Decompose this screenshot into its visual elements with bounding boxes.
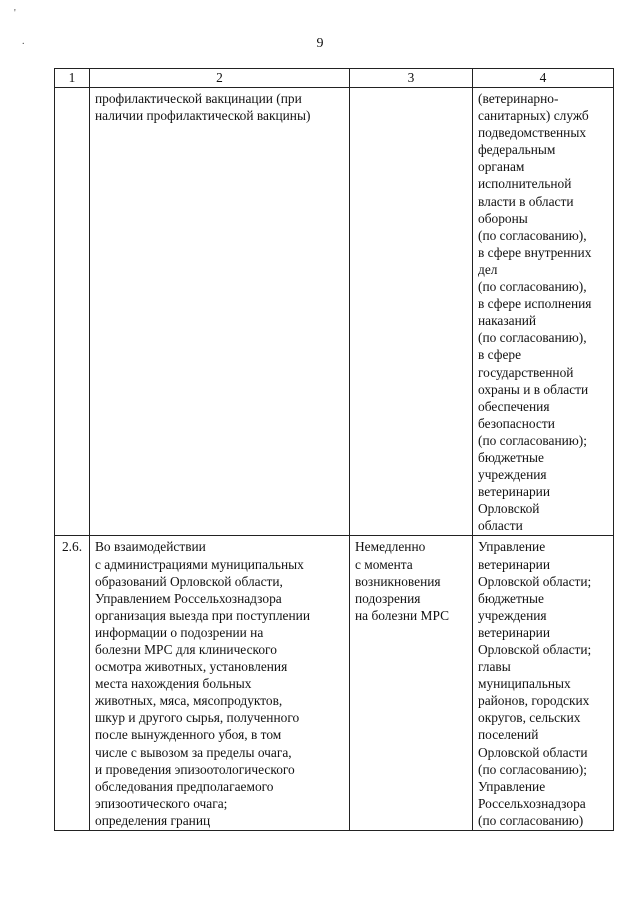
text-line: Управление xyxy=(478,539,546,555)
text-line: с момента xyxy=(355,556,413,572)
text-line: поселений xyxy=(478,727,539,743)
column-header-1: 1 xyxy=(55,69,90,88)
text-line: места нахождения больных xyxy=(95,676,252,692)
text-line: подведомственных xyxy=(478,125,587,141)
column-header-3: 3 xyxy=(350,69,473,88)
text-line: организация выезда при поступлении xyxy=(95,607,310,623)
text-line: в сфере xyxy=(478,347,522,363)
responsible-parties xyxy=(473,536,614,831)
column-header-2: 2 xyxy=(90,69,350,88)
text-line: ветеринарии xyxy=(478,556,550,572)
text-line: Немедленно xyxy=(355,539,426,555)
responsible-parties xyxy=(473,88,614,536)
text-line: государственной xyxy=(478,364,574,380)
table-row xyxy=(55,536,614,831)
text-line: (ветеринарно- xyxy=(478,91,559,106)
text-line: безопасности xyxy=(478,415,555,431)
text-line: болезни МРС для клинического xyxy=(95,642,277,657)
text-line: (по согласованию); xyxy=(478,761,587,777)
text-line: возникновения xyxy=(355,573,441,589)
scan-mark: . xyxy=(22,36,25,47)
text-line: обороны xyxy=(478,210,528,226)
text-line: муниципальных xyxy=(478,676,571,692)
measure-description xyxy=(90,536,350,831)
measure-description xyxy=(90,88,350,536)
text-line: эпизоотического очага; xyxy=(95,795,228,811)
text-line: районов, городских xyxy=(478,693,590,709)
text-line: на болезни МРС xyxy=(355,607,449,623)
text-line: (по согласованию); xyxy=(478,432,587,448)
text-line: учреждения xyxy=(478,607,547,623)
text-line: Орловской области xyxy=(478,744,588,760)
text-line: санитарных) служб xyxy=(478,108,589,124)
text-line: в сфере исполнения xyxy=(478,296,592,312)
row-number: 2.6. xyxy=(55,536,90,831)
text-line: наказаний xyxy=(478,313,537,329)
text-line: дел xyxy=(478,261,498,277)
text-line: осмотра животных, установления xyxy=(95,659,288,675)
page-number: 9 xyxy=(316,36,324,51)
scan-mark: ' xyxy=(14,8,16,19)
text-line: после вынужденного убоя, в том xyxy=(95,727,282,743)
text-line: (по согласованию), xyxy=(478,227,587,243)
text-line: бюджетные xyxy=(478,449,544,465)
text-line: информации о подозрении на xyxy=(95,624,264,640)
text-line: исполнительной xyxy=(478,176,572,192)
deadline xyxy=(350,88,473,536)
text-line: области xyxy=(478,518,523,534)
column-header-4: 4 xyxy=(473,69,614,88)
text-line: (по согласованию) xyxy=(478,812,584,828)
text-line: шкур и другого сырья, полученного xyxy=(95,710,300,726)
text-line: обследования предполагаемого xyxy=(95,778,274,794)
text-line: федеральным xyxy=(478,142,556,158)
text-line: числе с вывозом за пределы очага, xyxy=(95,744,292,760)
table-header-row xyxy=(55,69,614,88)
text-line: Орловской области; xyxy=(478,573,592,589)
text-line: Орловской xyxy=(478,501,540,517)
text-line: Управление xyxy=(478,778,546,794)
text-line: с администрациями муниципальных xyxy=(95,556,304,572)
text-line: наличии профилактической вакцины) xyxy=(95,108,311,124)
row-number xyxy=(55,88,90,536)
text-line: в сфере внутренних xyxy=(478,244,592,260)
text-line: округов, сельских xyxy=(478,710,581,726)
measures-table xyxy=(54,68,614,831)
text-line: Орловской области; xyxy=(478,642,592,657)
text-line: (по согласованию), xyxy=(478,330,587,346)
text-line: образований Орловской области, xyxy=(95,573,283,589)
text-line: ветеринарии xyxy=(478,624,550,640)
text-line: определения границ xyxy=(95,812,211,828)
text-line: животных, мяса, мясопродуктов, xyxy=(95,693,283,709)
text-line: охраны и в области xyxy=(478,381,589,397)
text-line: учреждения xyxy=(478,467,547,483)
text-line: власти в области xyxy=(478,193,574,209)
deadline xyxy=(350,536,473,831)
text-line: главы xyxy=(478,659,511,675)
text-line: (по согласованию), xyxy=(478,279,587,295)
text-line: и проведения эпизоотологического xyxy=(95,761,295,777)
text-line: подозрения xyxy=(355,590,421,606)
text-line: Управлением Россельхознадзора xyxy=(95,590,282,606)
text-line: обеспечения xyxy=(478,398,550,414)
text-line: профилактической вакцинации (при xyxy=(95,91,302,106)
text-line: ветеринарии xyxy=(478,484,550,500)
text-line: бюджетные xyxy=(478,590,544,606)
text-line: Во взаимодействии xyxy=(95,539,206,555)
text-line: органам xyxy=(478,159,525,175)
table-row xyxy=(55,88,614,536)
text-line: Россельхознадзора xyxy=(478,795,586,811)
